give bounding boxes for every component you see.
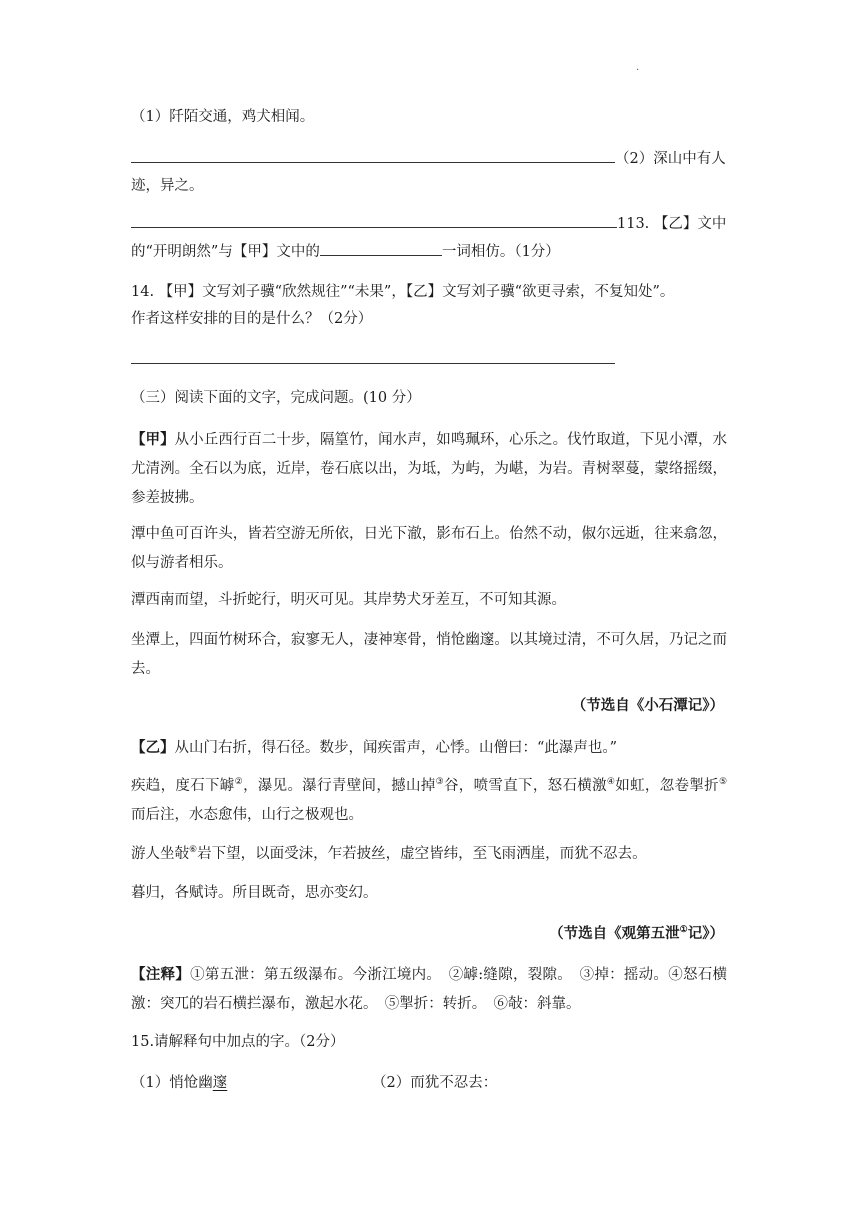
jia-label: 【甲】 (131, 431, 175, 448)
q13-text-a: 的“开明朗然”与【甲】文中的 (131, 244, 320, 260)
notes-label: 【注释】 (131, 966, 191, 983)
answer-blank (131, 148, 615, 163)
q15-item2: （2）而犹不忍去： (372, 1075, 498, 1091)
yi-paragraph-1: 【乙】从山门右折，得石径。数步，闻疾雷声，心悸。山僧曰：“此瀑声也。” (131, 739, 618, 756)
yi-source: （节选自《观第五泄①记》） (549, 925, 724, 942)
q14-line2: 作者这样安排的目的是什么？（2分） (131, 311, 373, 327)
note-ref-6: ⑥ (189, 845, 198, 856)
answer-blank (131, 213, 617, 228)
note-ref-4: ④ (606, 777, 616, 788)
q13-line1 (131, 210, 727, 238)
note-ref-2: ② (234, 777, 244, 788)
yi-paragraph-4: 暮归，各赋诗。所目既奇，思亦变幻。 (131, 885, 378, 901)
dotted-char: 邃 (212, 1075, 228, 1091)
corner-mark: . (636, 62, 640, 73)
q15-item1: （1）悄怆幽邃 (131, 1075, 228, 1091)
note-ref-1: ① (679, 925, 688, 936)
yi-label: 【乙】 (131, 739, 175, 756)
q14-answer-line (131, 346, 727, 374)
answer-blank (131, 349, 615, 364)
q12-item1-answer-line (131, 145, 727, 173)
jia-paragraph-1: 【甲】从小丘西行百二十步，隔篁竹，闻水声，如鸣珮环，心乐之。伐竹取道，下见小潭，水尤清洌。全石以为底，近岸，卷石底以出，为坻，为屿，为嵁，为岩。青树翠蔓，蒙络摇缀，参差披拂。 (131, 431, 728, 506)
jia-source: （节选自《小石潭记》） (571, 697, 724, 714)
jia-paragraph-3: 潭西南而望，斗折蛇行，明灭可见。其岸势犬牙差互，不可知其源。 (131, 592, 566, 608)
q14-line1: 14. 【甲】文写刘子骥“欣然规往”“未果”，【乙】文写刘子骥“欲更寻索，不复知处”。 (131, 284, 675, 300)
q12-item2-cont: 迹，异之。 (131, 178, 204, 194)
section3-heading: （三）阅读下面的文字，完成问题。(10 分） (131, 390, 421, 406)
q12-item1: （1）阡陌交通，鸡犬相闻。 (131, 109, 315, 125)
q13-text-b: 一词相仿。（1分） (441, 244, 560, 260)
yi-paragraph-3: 游人坐敧⑥岩下望，以面受沫，乍若披丝，虚空皆纬，至飞雨洒崖，而犹不忍去。 (131, 845, 647, 862)
q15-question: 15.请解释句中加点的字。（2分） (131, 1034, 345, 1050)
note-ref-5: ⑤ (718, 777, 728, 788)
jia-paragraph-4: 坐潭上，四面竹树环合，寂寥无人，凄神寒骨，悄怆幽邃。以其境过清，不可久居，乃记之而去。 (131, 632, 727, 677)
q12-item2-suffix: （2）深山中有人 (615, 151, 726, 167)
note-ref-3: ③ (435, 777, 444, 788)
jia-paragraph-2: 潭中鱼可百许头，皆若空游无所依，日光下澈，影布石上。佁然不动，俶尔远逝，往来翕忽，似与游者相乐。 (131, 526, 727, 571)
notes: 【注释】①第五泄：第五级瀑布。今浙江境内。 ②罅:缝隙，裂隙。 ③掉：摇动。④怒石横激：突兀的岩石横拦瀑布，激起水花。 ⑤掣折：转折。 ⑥敧：斜靠。 (131, 966, 728, 1012)
fill-blank (320, 241, 442, 256)
q13-line2 (131, 238, 727, 266)
yi-paragraph-2: 疾趋，度石下罅②，瀑见。瀑行青壁间，撼山掉③谷，喷雪直下，怒石横激④如虹，忽卷掣折⑤而后注，水态愈伟，山行之极观也。 (131, 777, 728, 823)
q13-lead: 113. 【乙】文中 (617, 216, 727, 232)
